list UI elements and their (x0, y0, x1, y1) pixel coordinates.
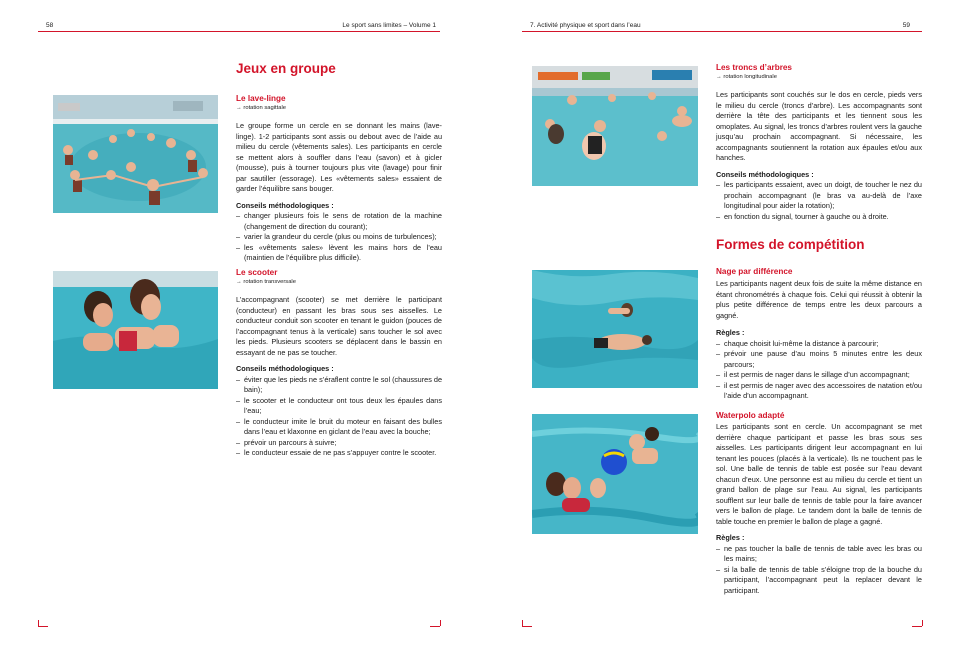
activity-title: Le scooter (236, 268, 278, 277)
list-item: – le conducteur imite le bruit du moteur en faisant des bulles dans l’eau et klaxonne en giclant de l’eau avec la bouche; (236, 417, 442, 438)
page-number-right: 59 (902, 22, 910, 29)
list-item: – prévoir un parcours à suivre; (236, 438, 442, 449)
running-header-left: Le sport sans limites – Volume 1 (342, 22, 436, 29)
activity-waterpolo (716, 411, 922, 596)
page-number-left: 58 (46, 22, 54, 29)
activity-title: Nage par différence (716, 267, 793, 276)
activity-description: Les participants sont en cercle. Un accompagnant se met derrière chaque participant et passe les bras sous ses aisselles. Les participants dirigent leur accompagnant en lui tenant les pouces (placés à la verticale). Ils ne touchent pas le sol. Une balle de tennis de table est posée sur l’eau devant chacun d’eux. Une personne est au milieu du cercle et tient un grand ballon de plage sur l’eau. Au signal, les participants soufflent sur leur balle de tennis de table pour la faire avancer vers le ballon de plage. Le tandem dont la balle de tennis de table touche en premier le ballon de plage a gagné. (716, 422, 922, 526)
list-item: – chaque choisit lui-même la distance à parcourir; (716, 339, 922, 350)
advice-label: Conseils méthodologiques : (236, 200, 334, 210)
activity-subtitle: → rotation longitudinale (716, 73, 922, 81)
photo-nage-difference (532, 270, 698, 388)
running-header-right: 7. Activité physique et sport dans l’eau (530, 22, 641, 29)
activity-title: Les troncs d’arbres (716, 63, 792, 72)
list-item: – prévoir une pause d’au moins 5 minutes entre les deux parcours; (716, 349, 922, 370)
activity-description: Les participants sont couchés sur le dos en cercle, pieds vers le milieu du cercle (troncs d’arbre). Les accompagnants sont derrière la tête des participants et les tiennent sous les omoplates. Au signal, les troncs d’arbres roulent vers la gauche jusqu’au prochain accompagnant. Si nécessaire, les accompagnants soutiennent la rotation aux épaules et/ou aux hanches. (716, 90, 922, 162)
activity-title: Waterpolo adapté (716, 411, 785, 420)
rules-label: Règles : (716, 328, 745, 337)
advice-label: Conseils méthodologiques : (236, 364, 334, 373)
list-item: – éviter que les pieds ne s’éraflent contre le sol (chaussures de bain); (236, 375, 442, 396)
list-item: – il est permis de nager avec des accessoires de natation et/ou l’aide d’un accompagnant. (716, 381, 922, 402)
activity-title: Le lave-linge (236, 94, 286, 103)
list-item: – en fonction du signal, tourner à gauche ou à droite. (716, 212, 922, 223)
list-item: – varier la grandeur du cercle (plus ou moins de turbulences); (236, 232, 442, 243)
header-rule-right (522, 31, 922, 32)
list-item: – il est permis de nager dans le sillage d’un accompagnant; (716, 370, 922, 381)
activity-subtitle: → rotation transversale (236, 278, 442, 286)
list-item: – le conducteur essaie de ne pas s’appuyer contre le scooter. (236, 448, 442, 459)
photo-waterpolo (532, 414, 698, 534)
activity-description: Le groupe forme un cercle en se donnant les mains (lave-linge). 1-2 participants sont assis ou debout avec de l’aide au milieu du cercle (vêtements sales). Les participants en cercle se mettent alors à souffler dans l’eau (savon) et à gicler (mousse), puis à tourner toujours plus vite (lavage) pour finir par sautiller (essorage). Les «vêtements sales» essaient de garder l’équilibre sans bouger. (236, 121, 442, 193)
list-item: – changer plusieurs fois le sens de rotation de la machine (changement de direction du courant); (236, 211, 442, 232)
photo-troncs-arbres (532, 66, 698, 186)
rules-label: Règles : (716, 533, 745, 542)
section-title-group-games: Jeux en groupe (236, 61, 336, 76)
rules-list (716, 544, 922, 597)
list-item: – les participants essaient, avec un doigt, de toucher le nez du prochain accompagnant (le bras va au-delà de l’axe longitudinal pour aider la rotation); (716, 180, 922, 212)
activity-nage-difference (716, 267, 922, 402)
section-title-competition: Formes de compétition (716, 237, 865, 252)
rules-list (716, 339, 922, 402)
header-rule-left (38, 31, 440, 32)
activity-troncs-arbres (716, 63, 922, 222)
photo-scooter (53, 271, 218, 389)
advice-list (716, 180, 922, 222)
advice-list (236, 211, 442, 264)
activity-subtitle: → rotation sagittale (236, 104, 442, 112)
list-item: – les «vêtements sales» lèvent les mains hors de l’eau (maintien de l’équilibre plus difficile). (236, 243, 442, 264)
activity-lave-linge (236, 94, 442, 264)
photo-lave-linge (53, 95, 218, 213)
list-item: – ne pas toucher la balle de tennis de table avec les bras ou les mains; (716, 544, 922, 565)
list-item: – le scooter et le conducteur ont tous deux les épaules dans l’eau; (236, 396, 442, 417)
list-item: – si la balle de tennis de table s’éloigne trop de la bouche du participant, l’accompagnant peut la replacer devant le participant. (716, 565, 922, 597)
advice-list (236, 375, 442, 459)
advice-label: Conseils méthodologiques : (716, 169, 814, 179)
activity-description: Les participants nagent deux fois de suite la même distance en étant chronométrés à chaque fois. Celui qui réussit à obtenir la plus petite différence de temps entre les deux parcours a gagné. (716, 279, 922, 320)
activity-scooter (236, 268, 442, 459)
activity-description: L’accompagnant (scooter) se met derrière le participant (conducteur) en passant les bras sous ses aisselles. Le conducteur conduit son scooter en tenant le guidon (pouces de l’accompagnant tenus à la verticale) sans toucher le sol avec les pieds. Plusieurs scooters se déplacent dans le bassin en essayant de ne pas se toucher. (236, 295, 442, 357)
